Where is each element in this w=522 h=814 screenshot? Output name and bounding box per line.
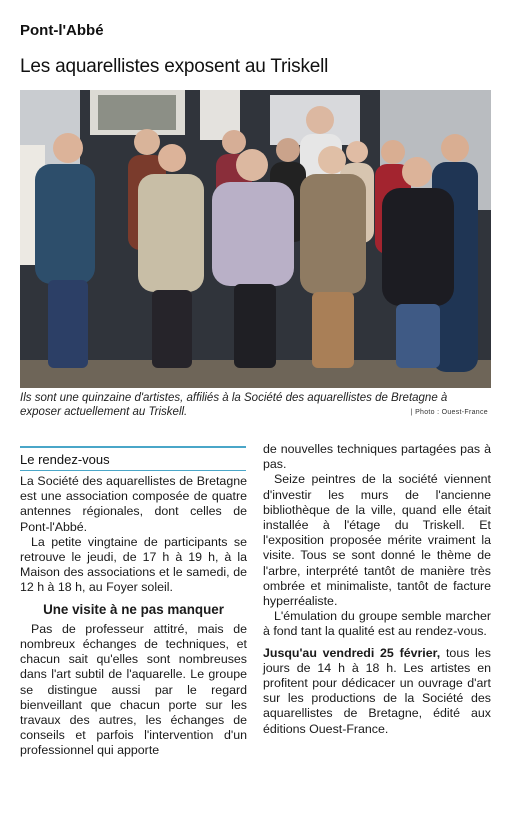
paragraph: L'émulation du groupe semble marcher à fond tant la qualité est au rendez-vous. [263,609,491,639]
paragraph: La petite vingtaine de participants se retrouve le jeudi, de 17 h à 19 h, à la Maison des associations et le samedi, de 12 h à 18 h, au Foyer soleil. [20,534,247,595]
paragraph: La Société des aquarellistes de Bretagne est une association composée de quatre antennes régionales, dont celles de Pont-l'Abbé. [20,474,247,534]
locality-label: Pont-l'Abbé [20,22,104,39]
photo-caption: Ils sont une quinzaine d'artistes, affiliés à la Société des aquarellistes de Bretagne à exposer actuellement au Triskell. [20,392,448,418]
paragraph-dates [263,646,491,737]
article-headline: Les aquarellistes exposent au Triskell [20,56,329,77]
section-rule-bottom [20,470,246,471]
left-column [20,474,247,759]
dates-text: tous les jours de 14 h à 18 h. Les artistes en profitent pour dédicacer un ouvrage d'art sur les productions de la Société des aquarellistes de Bretagne, édité aux éditions Ouest-France. [263,645,491,736]
paragraph: de nouvelles techniques partagées pas à pas. [263,442,491,472]
photo-credit: | Photo : Ouest-France [410,409,488,416]
subheading: Une visite à ne pas manquer [43,601,224,617]
paragraph: Seize peintres de la société viennent d'investir les murs de l'ancienne bibliothèque de la ville, quand elle était installée à l'étage du Triskell. Et l'exposition proposée mérite vraiment la visite. Tous se sont donné le thème de l'arbre, interprété tantôt de manière très ombrée et minimaliste, tantôt de facture hyperréaliste. [263,472,491,609]
dates-bold: Jusqu'au vendredi 25 février, [263,645,441,660]
section-rule-top [20,446,246,448]
group-photo [20,90,491,388]
group-photo-illustration [20,90,491,388]
section-title: Le rendez-vous [20,452,110,467]
right-column [263,442,491,737]
paragraph: Pas de professeur attitré, mais de nombreux échanges de techniques, et chacun sait qu'elles sont nombreuses dans l'art subtil de l'aquarelle. Le groupe se distingue aussi par le regard bienveillant que chacun porte sur les travaux des autres, les échanges de conseils et parfois l'intervention d'un professionnel qui apporte [20,621,247,758]
